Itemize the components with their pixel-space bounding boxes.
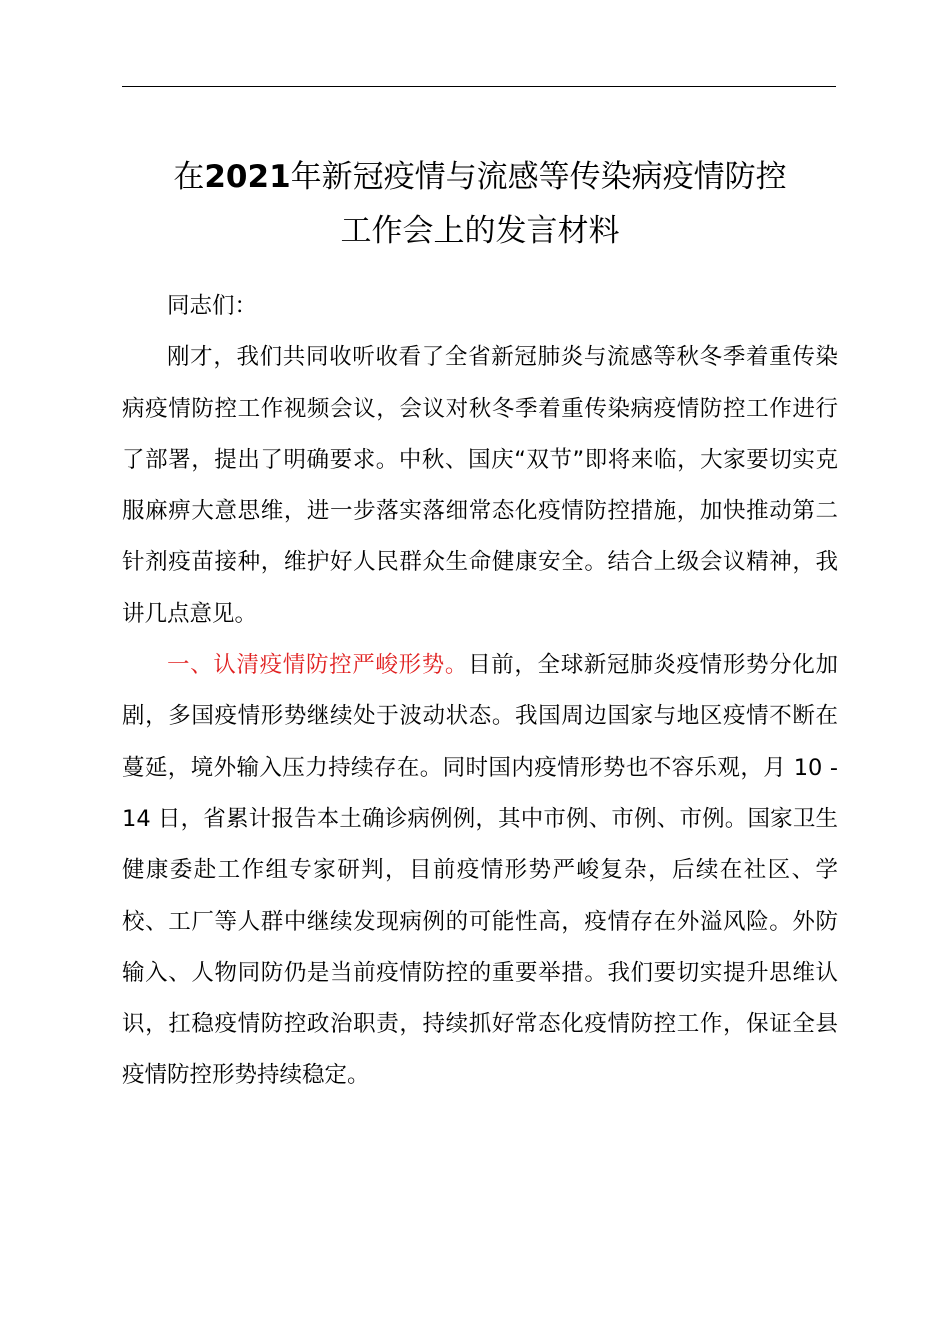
title-year: 2021	[204, 159, 291, 195]
document-title	[100, 150, 860, 258]
title-line2: 工作会上的发言材料	[340, 213, 620, 249]
header-rule	[122, 86, 836, 87]
salutation: 同志们：	[167, 293, 258, 319]
title-line1-rest: 年新冠疫情与流感等传染病疫情防控	[290, 159, 787, 195]
section-1-body: 目前，全球新冠肺炎疫情形势分化加剧，多国疫情形势继续处于波动状态。我国周边国家与地区疫情不断在蔓延，境外输入压力持续存在。同时国内疫情形势也不容乐观，月 10 - 14 日，省累计报告本土确诊病例例，其中市例、市例、市例。国家卫生健康委赴工作组专家研判，目前疫情形势严峻复杂，后续在社区、学校、工厂等人群中继续发现病例的可能性高，疫情存在外溢风险。外防输入、人物同防仍是当前疫情防控的重要举措。我们要切实提升思维认识，扛稳疫情防控政治职责，持续抓好常态化疫情防控工作，保证全县疫情防控形势持续稳定。	[122, 652, 838, 1089]
section-1-paragraph	[122, 640, 838, 1102]
title-prefix: 在	[173, 159, 205, 195]
opening-paragraph: 刚才，我们共同收听收看了全省新冠肺炎与流感等秋冬季着重传染病疫情防控工作视频会议，会议对秋冬季着重传染病疫情防控工作进行了部署，提出了明确要求。中秋、国庆“双节”即将来临，大家要切实克服麻痹大意思维，进一步落实落细常态化疫情防控措施，加快推动第二针剂疫苗接种，维护好人民群众生命健康安全。结合上级会议精神，我讲几点意见。	[122, 344, 838, 627]
document-body	[122, 281, 838, 1102]
section-1-heading: 一、认清疫情防控严峻形势。	[167, 652, 469, 679]
